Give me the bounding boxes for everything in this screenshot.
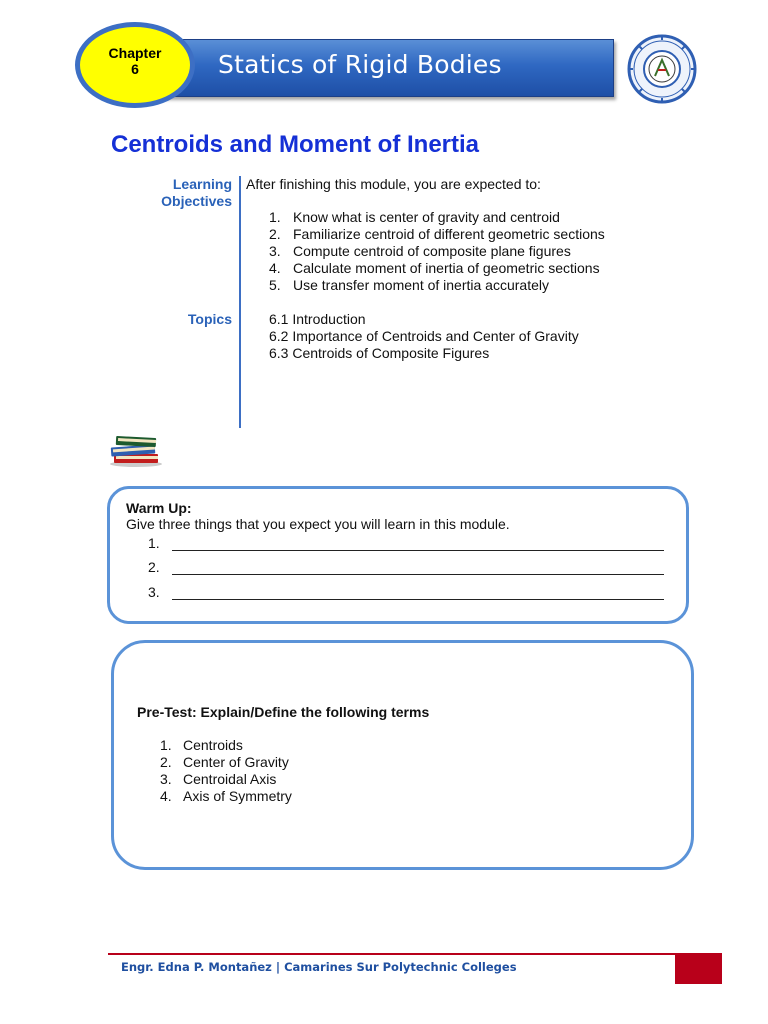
college-seal-logo [622,34,702,104]
section-divider-line [239,176,241,428]
answer-blank[interactable] [172,537,664,551]
course-title: Statics of Rigid Bodies [218,50,502,79]
footer-rule [108,953,675,955]
objective-item: 5. Use transfer moment of inertia accurately [269,277,549,293]
topics-label: Topics [187,311,232,327]
objective-item: 2. Familiarize centroid of different geometric sections [269,226,605,242]
footer-page-block [675,953,722,984]
topic-item: 6.2 Importance of Centroids and Center of Gravity [269,328,579,344]
pre-test-item: 3. Centroidal Axis [160,771,277,787]
objectives-label-line2: Objectives [161,193,232,209]
warm-up-title: Warm Up: [126,500,192,516]
topic-item: 6.3 Centroids of Composite Figures [269,345,490,361]
pre-test-item: 1. Centroids [160,737,243,753]
objectives-list [269,209,605,294]
objective-item: 1. Know what is center of gravity and centroid [269,209,560,225]
footer-author: Engr. Edna P. Montañez | Camarines Sur Polytechnic Colleges [121,960,517,974]
objectives-label-line1: Learning [172,176,232,192]
learning-objectives-label [112,176,232,210]
answer-number: 1. [148,535,160,551]
objective-item: 3. Compute centroid of composite plane figures [269,243,571,259]
answer-number: 2. [148,559,160,575]
page-title: Centroids and Moment of Inertia [111,131,480,158]
topic-item: 6.1 Introduction [269,311,366,327]
chapter-badge [75,22,195,108]
topics-list [269,311,579,362]
pre-test-item: 4. Axis of Symmetry [160,788,292,804]
answer-blank[interactable] [172,586,664,600]
warm-up-box [107,486,689,624]
answer-blank[interactable] [172,561,664,575]
answer-line[interactable] [148,559,664,575]
books-icon [106,432,164,468]
warm-up-prompt: Give three things that you expect you will learn in this module. [126,516,510,532]
objective-item: 4. Calculate moment of inertia of geometric sections [269,260,600,276]
pre-test-list [160,737,292,805]
chapter-number: 6 [131,61,139,77]
chapter-label: Chapter [108,45,162,61]
objectives-intro: After finishing this module, you are expected to: [246,176,541,192]
answer-line[interactable] [148,535,664,551]
answer-line[interactable] [148,584,664,600]
pre-test-item: 2. Center of Gravity [160,754,289,770]
pre-test-title: Pre-Test: Explain/Define the following terms [137,704,430,720]
answer-number: 3. [148,584,160,600]
